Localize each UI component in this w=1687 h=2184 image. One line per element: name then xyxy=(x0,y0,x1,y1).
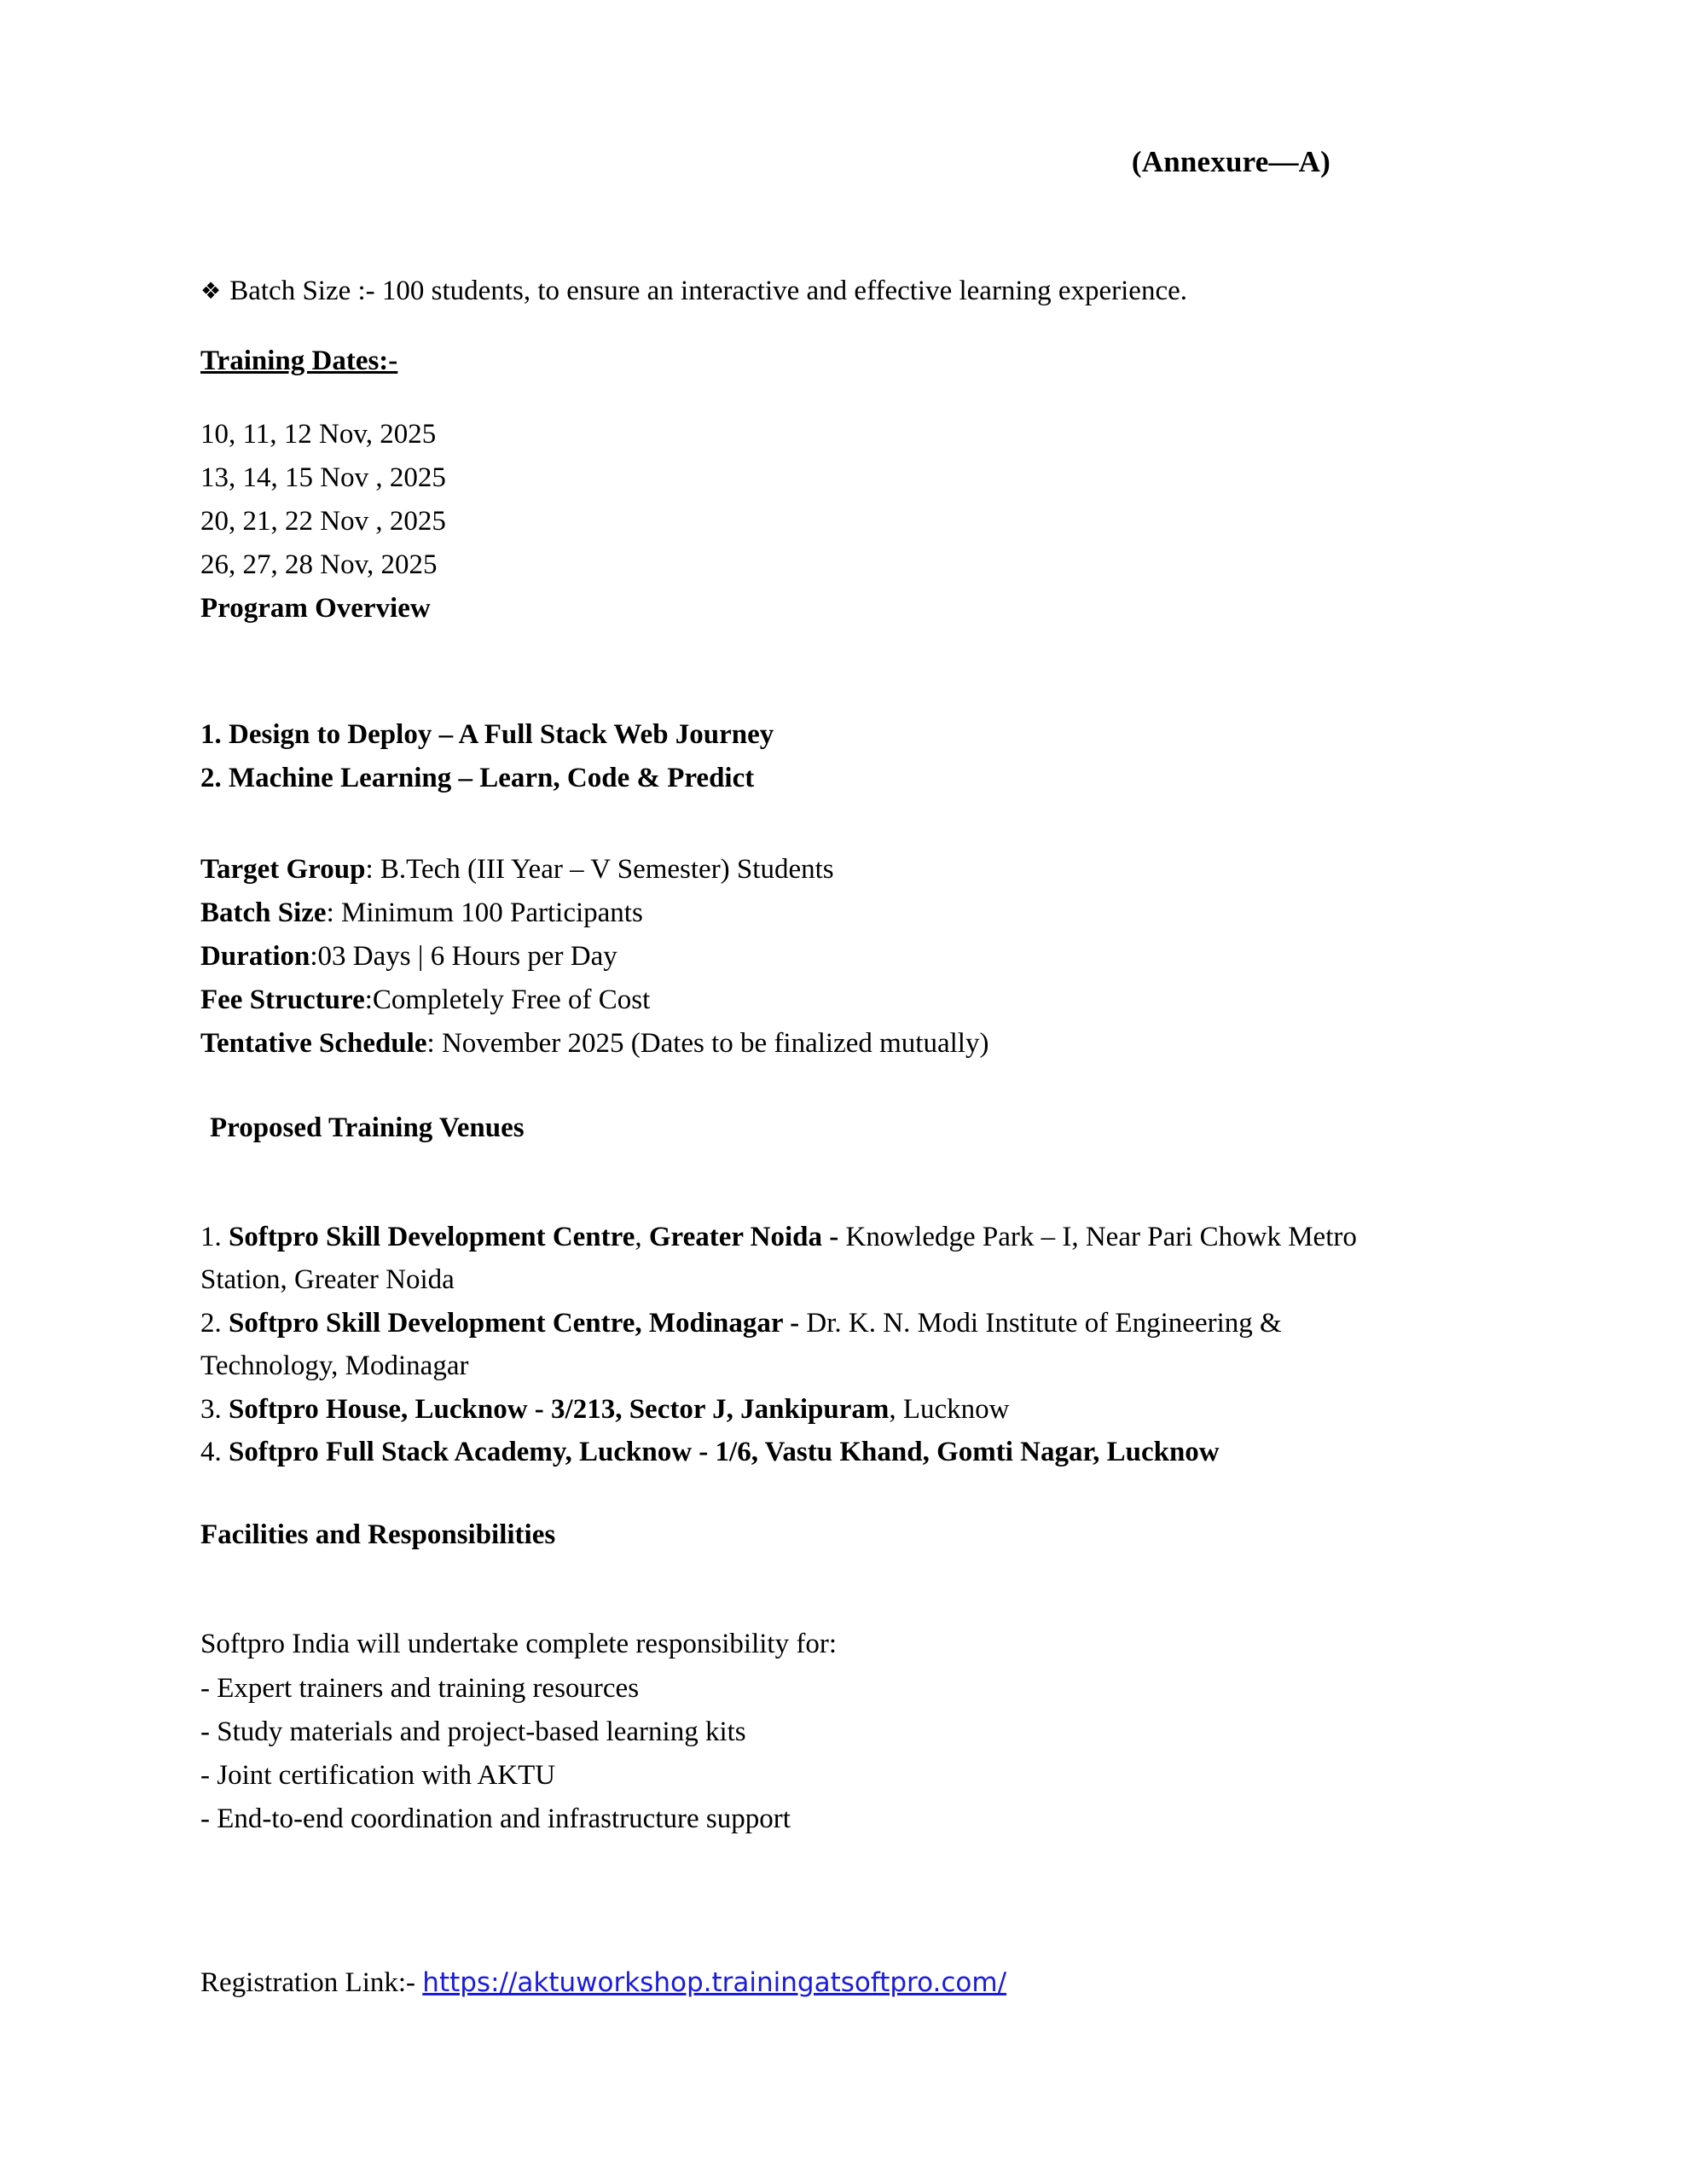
detail-row-target-group xyxy=(200,848,1420,892)
venue-number: 2. xyxy=(200,1307,229,1339)
document-body xyxy=(200,273,1420,2005)
venue-name-separator: , xyxy=(635,1221,649,1252)
venue-name: Softpro Skill Development Centre, Modinagar - xyxy=(229,1307,807,1339)
training-date-item: 26, 27, 28 Nov, 2025 xyxy=(200,549,438,581)
detail-value: Minimum 100 Participants xyxy=(341,897,643,929)
spacer xyxy=(200,1914,1420,1962)
facilities-item: - Expert trainers and training resources xyxy=(200,1672,640,1704)
spacer xyxy=(200,1473,1420,1521)
detail-separator: : xyxy=(364,985,373,1016)
venue-address: , Lucknow xyxy=(889,1393,1010,1425)
venue-address: Knowledge Park – I, Near Pari Chowk Metro Station, Greater Noida xyxy=(200,1221,1357,1296)
facilities-item: - Study materials and project-based learning kits xyxy=(200,1716,746,1747)
detail-separator: : xyxy=(426,1028,442,1060)
spacer xyxy=(200,1549,1420,1623)
venue-item xyxy=(200,1302,1420,1388)
venue-city: Greater Noida - xyxy=(648,1221,846,1252)
detail-label: Fee Structure xyxy=(200,985,365,1016)
spacer xyxy=(200,1066,1420,1114)
program-title-item: 2. Machine Learning – Learn, Code & Predict xyxy=(200,762,755,793)
venue-item xyxy=(200,1431,1420,1473)
venue-name: Softpro House, Lucknow - 3/213, Sector J, Jankipuram xyxy=(229,1393,890,1425)
facilities-heading: Facilities and Responsibilities xyxy=(200,1519,556,1551)
venue-number: 4. xyxy=(200,1437,229,1467)
training-date-item: 13, 14, 15 Nov , 2025 xyxy=(200,462,446,494)
venue-number: 3. xyxy=(200,1393,229,1425)
venue-number: 1. xyxy=(200,1221,229,1252)
annexure-label: (Annexure—A) xyxy=(1131,145,1330,178)
venue-name: Softpro Full Stack Academy, Lucknow - 1/6, Vastu Khand, Gomti Nagar, Lucknow xyxy=(229,1437,1220,1467)
program-title-item: 1. Design to Deploy – A Full Stack Web Journey xyxy=(200,718,774,750)
spacer xyxy=(200,1142,1420,1216)
spacer xyxy=(200,800,1420,848)
program-overview-heading: Program Overview xyxy=(200,593,431,624)
venue-item xyxy=(200,1216,1420,1302)
detail-row-fee-structure xyxy=(200,979,1420,1022)
detail-value: B.Tech (III Year – V Semester) Students xyxy=(380,853,834,885)
detail-label: Duration xyxy=(200,941,310,973)
training-dates-heading: Training Dates:- xyxy=(200,345,398,376)
venue-address: Dr. K. N. Modi Institute of Engineering & Technology, Modinagar xyxy=(200,1307,1282,1382)
training-date-item: 20, 21, 22 Nov , 2025 xyxy=(200,506,446,537)
registration-label: Registration Link:- xyxy=(200,1967,423,1999)
detail-value: November 2025 (Dates to be finalized mutually) xyxy=(441,1028,989,1060)
detail-row-batch-size xyxy=(200,892,1420,935)
detail-value: Completely Free of Cost xyxy=(372,985,651,1016)
training-dates-list xyxy=(200,413,1420,588)
spacer xyxy=(200,1841,1420,1914)
facilities-item: - End-to-end coordination and infrastructure support xyxy=(200,1804,791,1835)
detail-value: 03 Days | 6 Hours per Day xyxy=(317,941,617,973)
proposed-venues-heading: Proposed Training Venues xyxy=(210,1112,525,1143)
detail-label: Batch Size xyxy=(200,897,327,929)
detail-separator: : xyxy=(365,853,380,885)
venue-item xyxy=(200,1388,1420,1431)
detail-label: Tentative Schedule xyxy=(200,1028,427,1060)
detail-separator: : xyxy=(326,897,341,929)
detail-separator: : xyxy=(310,941,318,973)
batch-size-bullet-line xyxy=(200,273,1420,310)
detail-row-duration xyxy=(200,935,1420,979)
detail-label: Target Group xyxy=(200,853,366,885)
venue-name: Softpro Skill Development Centre xyxy=(229,1221,635,1252)
registration-line xyxy=(200,1962,1420,2005)
detail-row-tentative-schedule xyxy=(200,1022,1420,1066)
training-date-item: 10, 11, 12 Nov, 2025 xyxy=(200,418,437,450)
facilities-intro: Softpro India will undertake complete responsibility for: xyxy=(200,1629,837,1660)
registration-link[interactable]: https://aktuworkshop.trainingatsoftpro.com/ xyxy=(422,1967,1007,1999)
batch-size-bullet-text: Batch Size :- 100 students, to ensure an interactive and effective learning experience. xyxy=(229,276,1187,306)
diamond-bullet-icon: ❖ xyxy=(200,278,222,305)
facilities-item: - Joint certification with AKTU xyxy=(200,1759,556,1791)
